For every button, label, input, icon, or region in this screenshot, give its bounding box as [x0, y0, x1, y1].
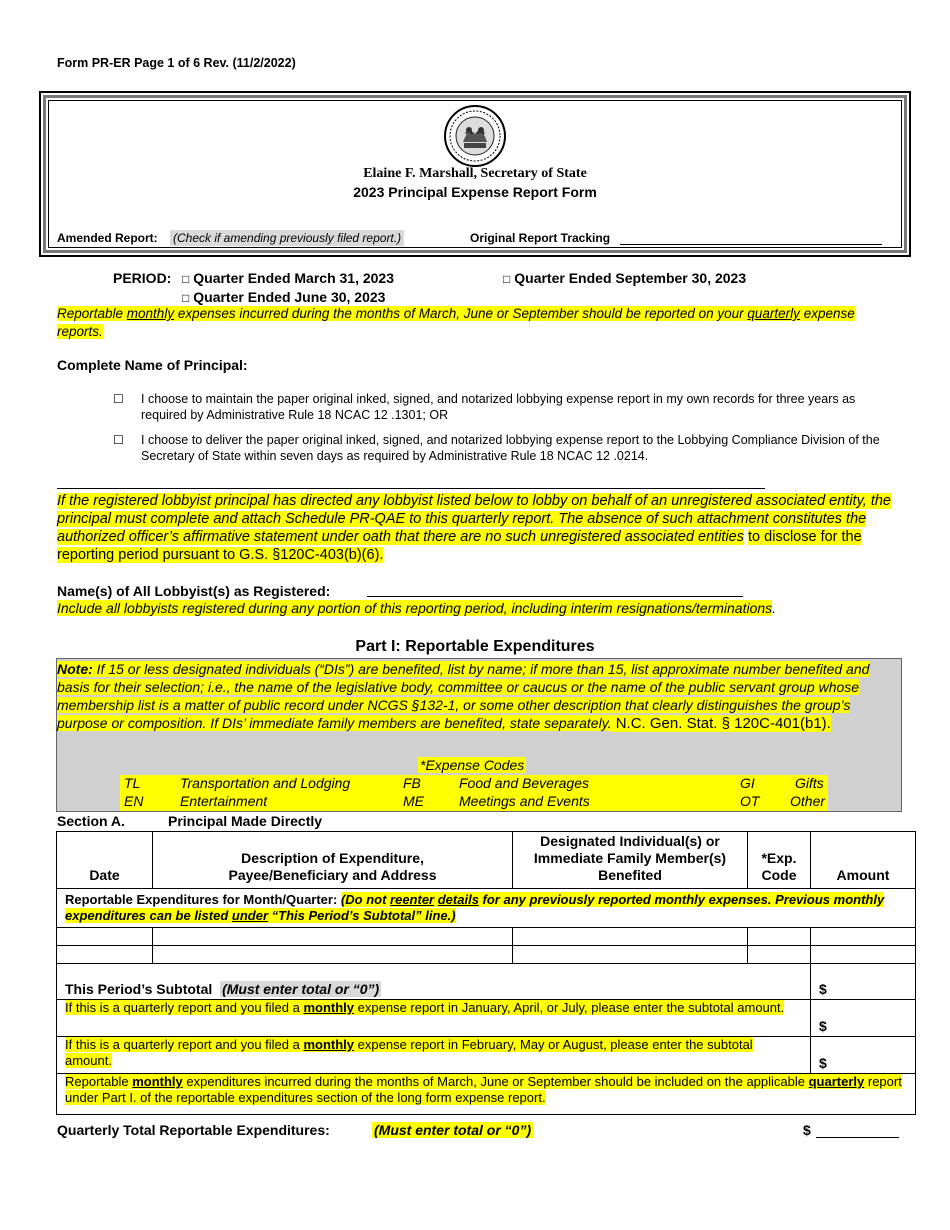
- lobbyists-label: Name(s) of All Lobbyist(s) as Registered:: [57, 583, 331, 599]
- amount-cell[interactable]: [811, 946, 916, 964]
- checkbox-icon[interactable]: □: [503, 272, 511, 286]
- section-a-label: Section A.: [57, 813, 125, 829]
- code-fb: FB: [403, 775, 421, 791]
- period-q2-label: Quarter Ended June 30, 2023: [193, 289, 386, 305]
- checkbox-icon[interactable]: □: [182, 272, 190, 286]
- option-text: I choose to maintain the paper original inked, signed, and notarized lobbying expense report in my own records for three years as required by Administrative Rule 18 NCAC 12 .1301; OR: [141, 392, 856, 422]
- code-me: ME: [403, 793, 424, 809]
- lobbyists-field[interactable]: [367, 596, 743, 597]
- expense-codes-title: *Expense Codes: [420, 757, 525, 773]
- code-me-desc: Meetings and Events: [459, 793, 590, 809]
- secretary-name: Elaine F. Marshall, Secretary of State: [363, 166, 587, 181]
- period-q3-option[interactable]: [503, 270, 746, 286]
- checkbox-icon[interactable]: □: [182, 291, 190, 305]
- amended-report-checkbox[interactable]: (Check if amending previously filed report.): [170, 230, 404, 246]
- monthly-subtotal-row-2: [57, 1037, 916, 1074]
- period-q2-option[interactable]: [182, 289, 385, 305]
- code-cell[interactable]: [748, 946, 811, 964]
- reportable-instructions: Reportable Expenditures for Month/Quarter: (Do not reenter details for any previously reported monthly expenses. Previous monthly expenditures can be listed under “This Period’s Subtotal” line.): [57, 889, 916, 928]
- monthly-subtotal-row-1: [57, 1000, 916, 1037]
- date-cell[interactable]: [57, 946, 153, 964]
- state-seal-icon: [442, 104, 508, 168]
- quarterly-total-dollar: $: [803, 1122, 811, 1138]
- col-exp-code: *Exp. Code: [748, 832, 811, 889]
- option-text: I choose to deliver the paper original inked, signed, and notarized lobbying expense report to the Lobbying Compliance Division of the Secretary of State within seven days as required by Administrative Rule 18 NCAC 12 .0214.: [141, 433, 880, 463]
- subtotal-amount[interactable]: $: [811, 964, 916, 1000]
- table-header-row: [57, 832, 916, 889]
- description-cell[interactable]: [153, 928, 513, 946]
- original-tracking-field[interactable]: [620, 244, 882, 245]
- section-a-title: Principal Made Directly: [168, 813, 323, 829]
- individuals-cell[interactable]: [513, 946, 748, 964]
- part-1-title: Part I: Reportable Expenditures: [355, 638, 595, 655]
- subtotal-row: [57, 964, 916, 1000]
- final-note: Reportable monthly expenditures incurred during the months of March, June or September should be included on the applicable quarterly report under Part I. of the reportable expenditures section of the long form expense report.: [57, 1074, 916, 1115]
- code-en: EN: [124, 793, 144, 809]
- table-row[interactable]: [57, 928, 916, 946]
- form-title: 2023 Principal Expense Report Form: [353, 184, 597, 200]
- col-amount: Amount: [811, 832, 916, 889]
- code-tl-desc: Transportation and Lodging: [180, 775, 351, 791]
- col-date: Date: [57, 832, 153, 889]
- option-deliver-report[interactable]: [113, 433, 903, 464]
- period-label: PERIOD:: [113, 270, 172, 286]
- subtotal-label: This Period’s Subtotal (Must enter total or “0”): [57, 964, 811, 1000]
- code-cell[interactable]: [748, 928, 811, 946]
- code-ot-desc: Other: [790, 793, 826, 809]
- option-maintain-records[interactable]: [113, 392, 903, 423]
- original-tracking-label: Original Report Tracking: [470, 231, 611, 245]
- checkbox-icon[interactable]: ☐: [113, 392, 124, 406]
- code-gi-desc: Gifts: [795, 775, 824, 791]
- form-id: Form PR-ER Page 1 of 6 Rev. (11/2/2022): [57, 56, 296, 70]
- code-ot: OT: [740, 793, 760, 809]
- monthly-subtotal-1-amount[interactable]: $: [811, 1000, 916, 1037]
- table-row[interactable]: [57, 946, 916, 964]
- date-cell[interactable]: [57, 928, 153, 946]
- code-fb-desc: Food and Beverages: [459, 775, 589, 791]
- final-note-row: [57, 1074, 916, 1115]
- monthly-row-1-text: If this is a quarterly report and you filed a monthly expense report in January, April, or July, please enter the subtotal amount.: [57, 1000, 811, 1037]
- individuals-cell[interactable]: [513, 928, 748, 946]
- code-en-desc: Entertainment: [180, 793, 268, 809]
- associated-entity-note: If the registered lobbyist principal has directed any lobbyist listed below to lobby on behalf of an unregistered associated entity, the principal must complete and attach Schedule PR-QAE to this quarterly report. The absence of such attachment constitutes the authorized officer’s affirmative statement under oath that there are no such unregistered associated entities to disclose for the reporting period pursuant to G.S. §120C-403(b)(6).: [57, 493, 891, 563]
- code-tl: TL: [124, 775, 141, 791]
- description-cell[interactable]: [153, 946, 513, 964]
- amount-cell[interactable]: [811, 928, 916, 946]
- col-designated-individuals: Designated Individual(s) or Immediate Family Member(s) Benefited: [513, 832, 748, 889]
- monthly-expense-note: Reportable monthly expenses incurred during the months of March, June or September should be reported on your quarterly expense reports.: [57, 306, 855, 339]
- quarterly-total-field[interactable]: [816, 1137, 899, 1138]
- amended-report-label: Amended Report:: [57, 231, 158, 245]
- quarterly-total-label: Quarterly Total Reportable Expenditures:: [57, 1122, 330, 1138]
- code-gi: GI: [740, 775, 755, 791]
- checkbox-icon[interactable]: ☐: [113, 433, 124, 447]
- lobbyists-note: Include all lobbyists registered during any portion of this reporting period, including interim resignations/terminations.: [57, 600, 777, 616]
- period-q1-option[interactable]: [182, 270, 394, 286]
- monthly-subtotal-2-amount[interactable]: $: [811, 1037, 916, 1074]
- expenditure-table: [56, 831, 916, 1115]
- period-q1-label: Quarter Ended March 31, 2023: [193, 270, 395, 286]
- monthly-row-2-text: If this is a quarterly report and you filed a monthly expense report in February, May or August, please enter the subtotal amount.: [57, 1037, 811, 1074]
- period-q3-label: Quarter Ended September 30, 2023: [514, 270, 747, 286]
- col-description: Description of Expenditure, Payee/Beneficiary and Address: [153, 832, 513, 889]
- separator-line: [57, 488, 765, 489]
- quarterly-total-note: (Must enter total or “0”): [374, 1122, 532, 1138]
- principal-name-label: Complete Name of Principal:: [57, 357, 248, 373]
- part-1-note: Note: If 15 or less designated individuals (“DIs”) are benefited, list by name; if more than 15, list approximate number benefited and basis for their selection; i.e., the name of the legislative body, committee or caucus or the name of the public servant group whose membership list is a matter of public record under NCGS §132-1, or some other description that clearly distinguishes the group’s purpose or composition. If DIs’ immediate family members are benefited, state separately. N.C. Gen. Stat. § 120C-401(b1).: [57, 661, 870, 732]
- reportable-row: [57, 889, 916, 928]
